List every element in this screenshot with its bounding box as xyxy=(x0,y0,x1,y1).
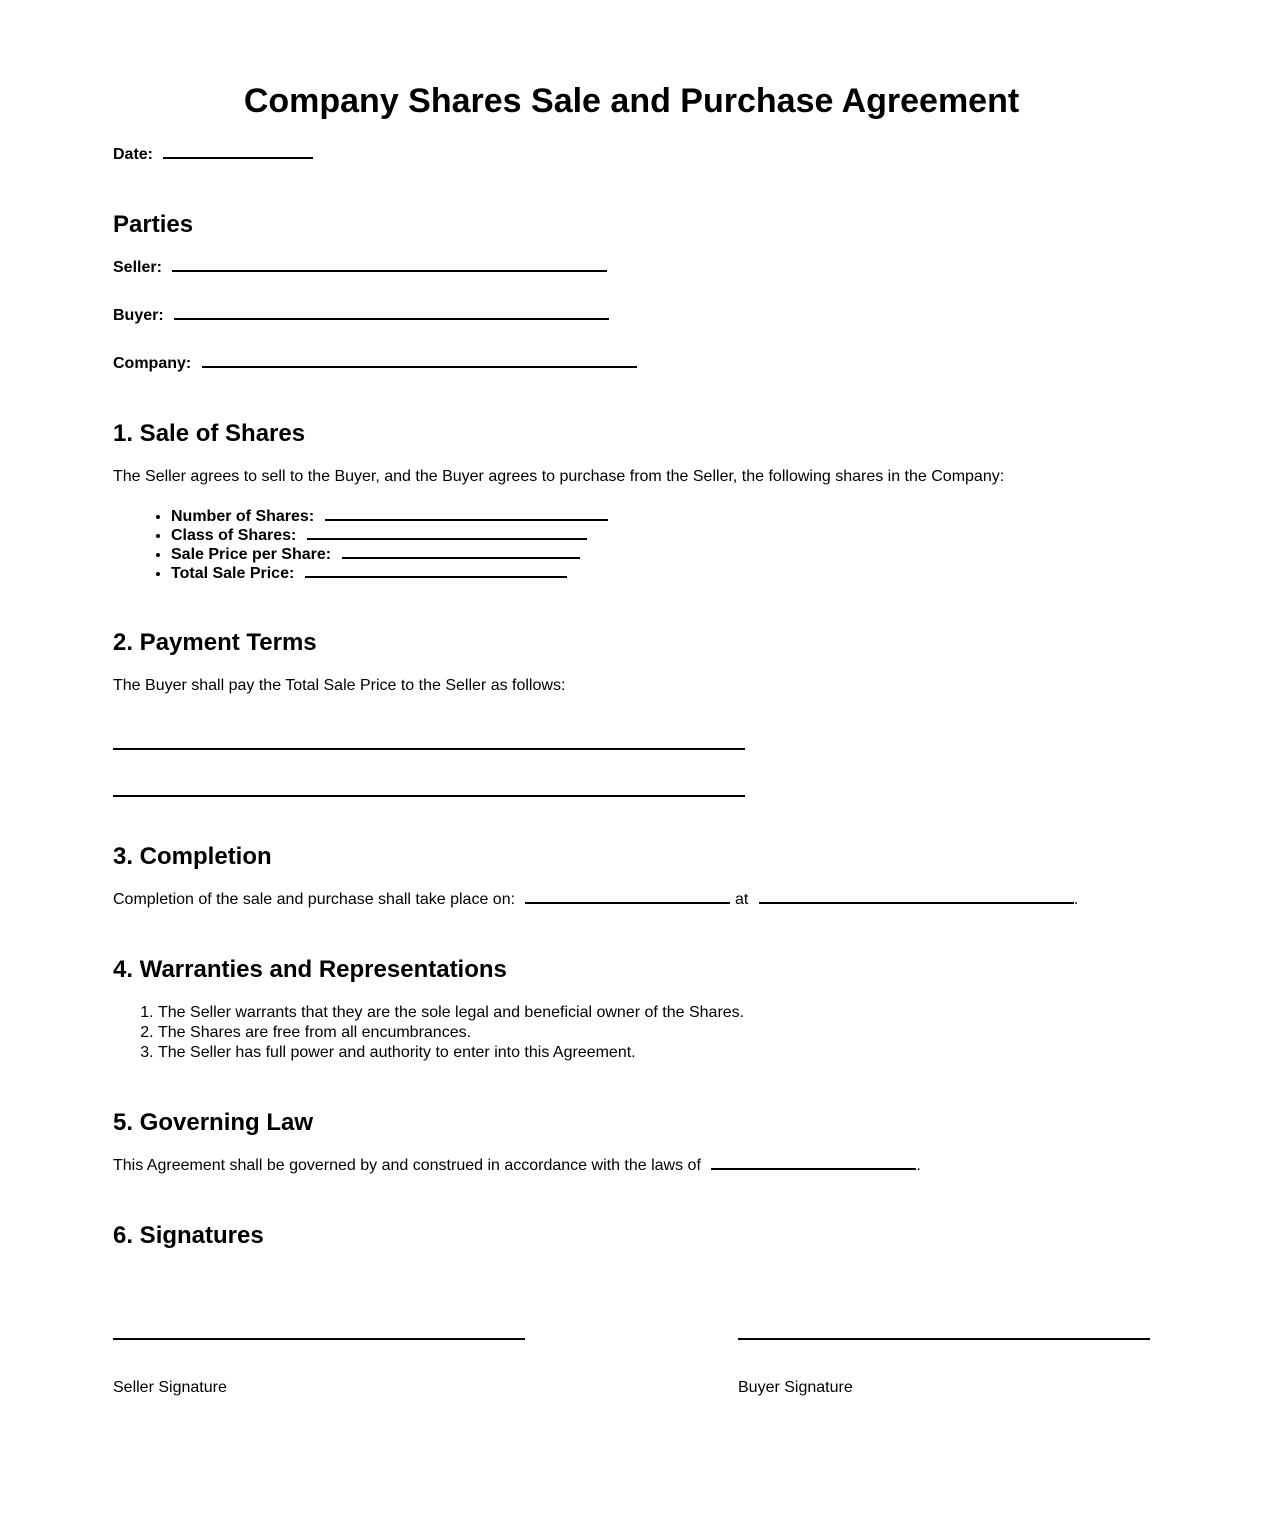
sale-of-shares-intro: The Seller agrees to sell to the Buyer, and the Buyer agrees to purchase from the Seller, the following shares in the Company: xyxy=(113,467,1005,485)
company-row xyxy=(113,354,1150,374)
buyer-signature-line xyxy=(738,1338,1150,1340)
completion-text-before: Completion of the sale and purchase shall take place on: xyxy=(113,891,516,909)
completion-date-blank xyxy=(525,892,730,904)
governing-law-text-before: This Agreement shall be governed by and construed in accordance with the laws of xyxy=(113,1156,701,1174)
seller-signature-label: Seller Signature xyxy=(113,1379,227,1397)
governing-law-heading: 5. Governing Law xyxy=(113,1108,314,1136)
seller-row xyxy=(113,258,1150,278)
governing-law-text-after: . xyxy=(916,1156,921,1174)
governing-law-sentence xyxy=(113,1156,1150,1176)
payment-terms-heading: 2. Payment Terms xyxy=(113,629,317,657)
date-blank xyxy=(163,147,313,159)
parties-heading: Parties xyxy=(113,211,194,239)
buyer-blank xyxy=(174,308,609,320)
payment-blank-line-2 xyxy=(113,795,745,797)
document-title: Company Shares Sale and Purchase Agreement xyxy=(243,82,1020,120)
company-label: Company: xyxy=(113,354,192,372)
warranty-item: 2. The Shares are free from all encumbrances. xyxy=(158,1023,1150,1043)
buyer-signature-block xyxy=(738,1338,1150,1398)
class-of-shares-label: Class of Shares: xyxy=(171,526,297,544)
warranties-list xyxy=(113,1003,1150,1063)
class-of-shares-blank xyxy=(307,528,587,540)
share-details-list xyxy=(113,507,1150,584)
list-item xyxy=(171,526,1150,545)
completion-text-middle: at xyxy=(734,891,749,909)
sale-price-per-share-blank xyxy=(342,547,580,559)
signature-row xyxy=(113,1338,1150,1398)
payment-blank-line-1 xyxy=(113,748,745,750)
date-label: Date: xyxy=(113,146,154,164)
number-of-shares-label: Number of Shares: xyxy=(171,507,315,525)
completion-text-after: . xyxy=(1073,891,1079,909)
sale-of-shares-heading: 1. Sale of Shares xyxy=(113,419,306,447)
total-sale-price-label: Total Sale Price: xyxy=(171,565,295,583)
date-row xyxy=(113,145,1150,165)
seller-signature-block xyxy=(113,1338,525,1398)
completion-place-blank xyxy=(759,892,1074,904)
list-item xyxy=(171,507,1150,526)
governing-law-blank xyxy=(711,1158,916,1170)
seller-blank xyxy=(172,260,607,272)
buyer-row xyxy=(113,306,1150,326)
buyer-signature-label: Buyer Signature xyxy=(738,1379,853,1397)
company-blank xyxy=(202,356,637,368)
list-item xyxy=(171,545,1150,564)
total-sale-price-blank xyxy=(305,566,567,578)
completion-heading: 3. Completion xyxy=(113,843,272,871)
payment-terms-intro: The Buyer shall pay the Total Sale Price to the Seller as follows: xyxy=(113,677,566,695)
seller-label: Seller: xyxy=(113,258,162,276)
sale-price-per-share-label: Sale Price per Share: xyxy=(171,546,332,564)
completion-sentence xyxy=(113,890,1150,910)
warranty-item: 1. The Seller warrants that they are the sole legal and beneficial owner of the Shares. xyxy=(158,1003,1150,1023)
number-of-shares-blank xyxy=(325,509,608,521)
warranty-item: 3. The Seller has full power and authority to enter into this Agreement. xyxy=(158,1043,1150,1063)
signatures-heading: 6. Signatures xyxy=(113,1221,264,1249)
buyer-label: Buyer: xyxy=(113,306,164,324)
list-item xyxy=(171,564,1150,583)
warranties-heading: 4. Warranties and Representations xyxy=(113,956,507,984)
seller-signature-line xyxy=(113,1338,525,1340)
